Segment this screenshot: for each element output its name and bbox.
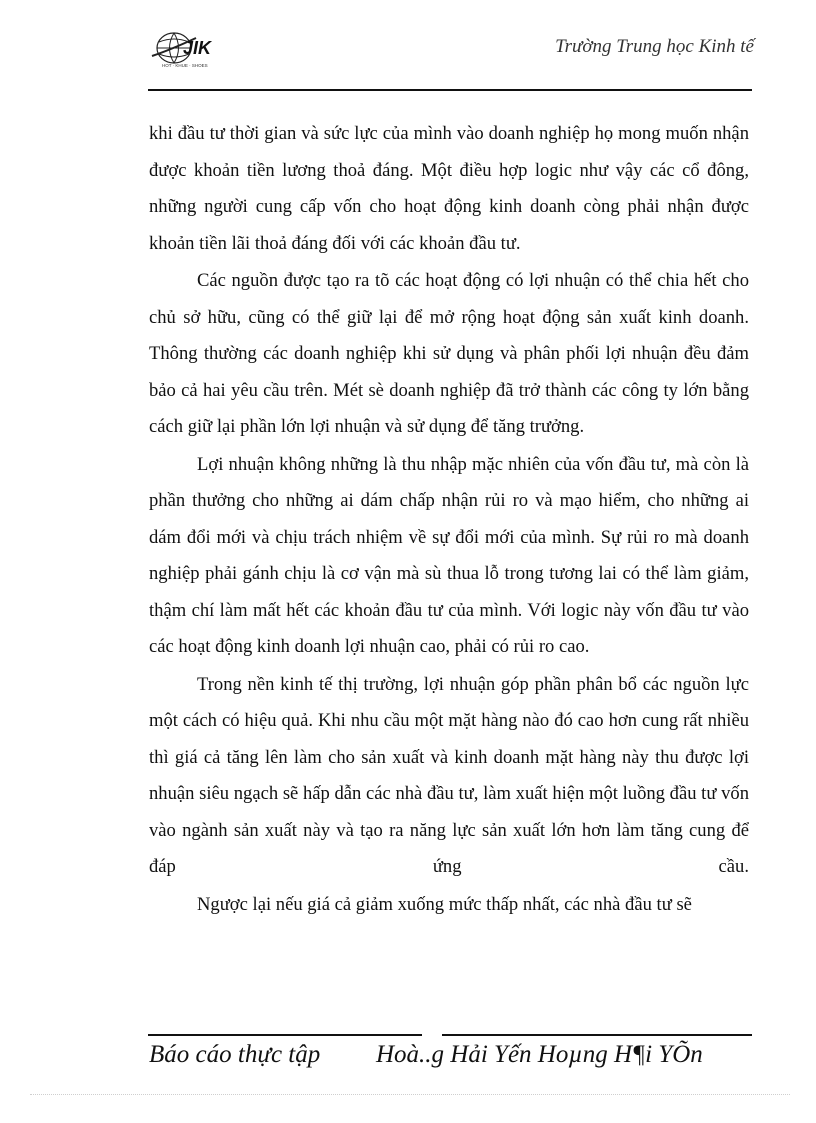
footer-rule-left <box>148 1034 422 1036</box>
logo-text: JIK <box>183 38 212 58</box>
paragraph-2: Các nguồn được tạo ra tõ các hoạt động có lợi nhuận có thể chia hết cho chủ sở hữu, cũng có thể giữ lại để mở rộng hoạt động sản xuất kinh doanh. Thông thường các doanh nghiệp khi sử dụng và phân phối lợi nhuận đều đảm bảo cả hai yêu cầu trên. Mét sè doanh nghiệp đã trở thành các công ty lớn bằng cách giữ lại phần lớn lợi nhuận và sử dụng để tăng trưởng. <box>149 270 749 437</box>
paragraph-3: Lợi nhuận không những là thu nhập mặc nhiên của vốn đầu tư, mà còn là phần thưởng cho những ai dám chấp nhận rủi ro và mạo hiểm, cho những ai dám đổi mới và chịu trách nhiệm về sự đổi mới của mình. Sự rủi ro mà doanh nghiệp phải gánh chịu là cơ vận mà sù thua lỗ trong tương lai có thể làm giảm, thậm chí làm mất hết các khoản đầu tư của mình. Với logic này vốn đầu tư vào các hoạt động kinh doanh lợi nhuận cao, phải có rủi ro cao. <box>149 453 749 657</box>
logo-subtext: HOT · KHUE · SHOES <box>162 63 208 68</box>
footer-right-text: Hoà..g Hải Yến Hoµng H¶i YÕn <box>376 1041 703 1068</box>
footer-left-text: Báo cáo thực tập <box>149 1041 321 1068</box>
paragraph-5: Ngược lại nếu giá cả giảm xuống mức thấp nhất, các nhà đầu tư sẽ <box>197 893 692 915</box>
jik-logo <box>150 30 224 70</box>
paragraph-4: Trong nền kinh tế thị trường, lợi nhuận góp phần phân bổ các nguồn lực một cách có hiệu quả. Khi nhu cầu một mặt hàng nào đó cao hơn cung rất nhiều thì giá cả tăng lên làm cho sản xuất và kinh doanh mặt hàng này thu được lợi nhuận siêu ngạch sẽ hấp dẫn các nhà đầu tư, làm xuất hiện một luồng đầu tư vốn vào ngành sản xuất này và tạo ra năng lực sản xuất lớn hơn làm tăng cung để đáp ứng cầu. <box>149 673 749 877</box>
header-rule <box>148 89 752 91</box>
paragraph-1: khi đầu tư thời gian và sức lực của mình vào doanh nghiệp họ mong muốn nhận được khoản tiền lương thoả đáng. Một điều hợp logic như vậy các cổ đông, những người cung cấp vốn cho hoạt động kinh doanh còng phải nhận được khoản tiền lãi thoả đáng đối với các khoản đầu tư. <box>149 123 749 254</box>
page-edge <box>30 1094 790 1095</box>
footer-rule-right <box>442 1034 752 1036</box>
header-title: Trường Trung học Kinh tế <box>555 36 754 57</box>
document-body <box>149 116 749 924</box>
